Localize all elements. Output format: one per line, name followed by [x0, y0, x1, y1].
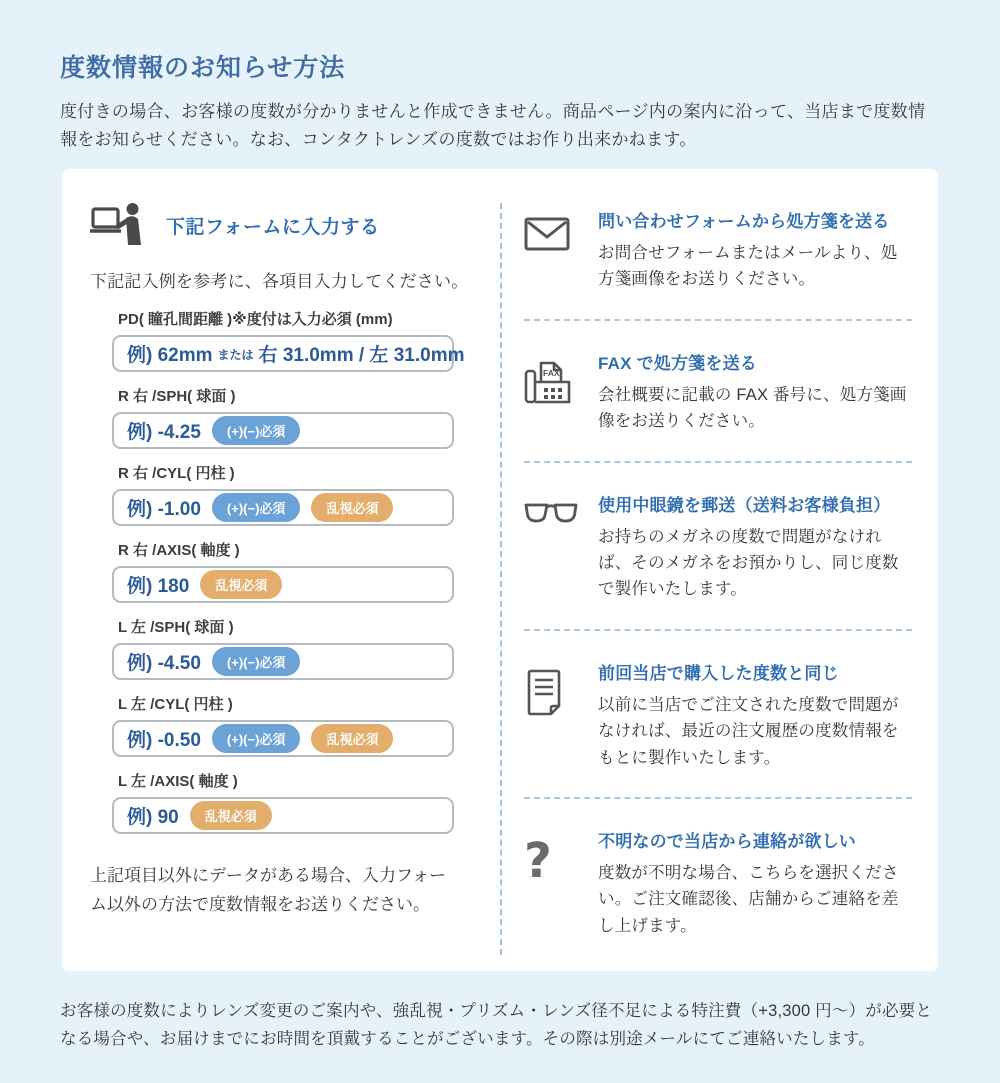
form-field-r-axis: [112, 539, 454, 603]
example-or-text: または: [217, 348, 254, 363]
method-body: 以前に当店でご注文された度数で問題がなければ、最近の注文履歴の度数情報をもとに製作いたします。: [598, 695, 899, 767]
form-field-r-cyl: [112, 462, 454, 526]
question-glyph: ?: [524, 832, 552, 889]
astigmatism-required-badge: 乱視必須: [311, 724, 393, 753]
method-previous-order: [524, 631, 912, 799]
field-label: L 左 /AXIS( 軸度 ): [118, 773, 238, 791]
form-field-l-sph: [112, 616, 454, 680]
question-icon: [524, 827, 588, 939]
intro-text: 度付きの場合、お客様の度数が分かりませんと作成できません。商品ページ内の案内に沿って、当店まで度数情報をお知らせください。なお、コンタクトレンズの度数ではお作り出来かねます。: [60, 102, 926, 149]
method-text: [588, 659, 912, 771]
example-value: 例) -4.25: [127, 422, 201, 444]
svg-text:FAX: FAX: [543, 367, 560, 378]
fax-icon: [524, 349, 588, 435]
plus-minus-required-badge: (+)(−)必須: [212, 647, 301, 676]
method-title: 問い合わせフォームから処方箋を送る: [598, 212, 890, 232]
form-field-l-cyl: [112, 693, 454, 757]
field-label: L 左 /SPH( 球面 ): [118, 619, 234, 637]
method-text: [588, 207, 912, 293]
astigmatism-required-badge: 乱視必須: [311, 493, 393, 522]
presenter-laptop-icon: [90, 201, 146, 249]
field-label: R 右 /AXIS( 軸度 ): [118, 542, 240, 560]
form-example-fields: [112, 308, 465, 834]
page-title: 度数情報のお知らせ方法: [60, 54, 346, 82]
plus-minus-required-badge: (+)(−)必須: [212, 724, 301, 753]
envelope-icon: [524, 207, 588, 293]
astigmatism-required-badge: 乱視必須: [200, 570, 282, 599]
example-input-box: [112, 643, 454, 680]
form-note: 上記項目以外にデータがある場合、入力フォーム以外の方法で度数情報をお送りください。: [90, 866, 447, 914]
method-text: [588, 491, 912, 603]
example-input-box: [112, 412, 454, 449]
example-input-box: [112, 720, 454, 757]
plus-minus-required-badge: (+)(−)必須: [212, 416, 301, 445]
form-section-header: [90, 201, 500, 249]
methods-section: [502, 169, 938, 971]
method-title: FAX で処方箋を送る: [598, 353, 757, 373]
form-field-l-axis: [112, 770, 454, 834]
field-label: R 右 /CYL( 円柱 ): [118, 465, 235, 483]
form-section-heading: 下記フォームに入力する: [166, 216, 380, 238]
method-body: 度数が不明な場合、こちらを選択ください。ご注文確認後、店舗からご連絡を差し上げます。: [598, 863, 899, 935]
form-section: [62, 169, 500, 971]
example-input-box: [112, 335, 465, 372]
astigmatism-required-badge: 乱視必須: [190, 801, 272, 830]
method-fax: [524, 321, 912, 463]
example-value: 例) -4.50: [127, 653, 201, 675]
document-icon: [524, 659, 588, 771]
method-mail-glasses: [524, 463, 912, 631]
glasses-icon: [524, 491, 588, 603]
form-field-pd: [112, 308, 465, 372]
method-unknown-contact: [524, 799, 912, 965]
method-body: 会社概要に記載の FAX 番号に、処方箋画像をお送りください。: [598, 385, 907, 431]
content-card: [62, 169, 938, 971]
field-label: PD( 瞳孔間距離 )※度付は入力必須 (mm): [118, 311, 393, 329]
example-value: 例) -0.50: [127, 730, 201, 752]
method-title: 前回当店で購入した度数と同じ: [598, 663, 839, 683]
form-field-r-sph: [112, 385, 454, 449]
method-title: 使用中眼鏡を郵送（送料お客様負担）: [598, 495, 891, 515]
example-input-box: [112, 566, 454, 603]
footer-note: お客様の度数によりレンズ変更のご案内や、強乱視・プリズム・レンズ径不足による特注費（+3,300 円～）が必要となる場合や、お届けまでにお時間を頂戴することがございます。その際は別途メールにてご連絡いたします。: [60, 1002, 933, 1049]
example-input-box: [112, 797, 454, 834]
example-input-box: [112, 489, 454, 526]
method-title: 不明なので当店から連絡が欲しい: [598, 831, 856, 851]
method-body: お問合せフォームまたはメールより、処方箋画像をお送りください。: [598, 244, 898, 289]
example-value: 例) 62mm: [127, 345, 213, 367]
example-value: 例) 180: [127, 576, 190, 598]
example-value: 例) -1.00: [127, 499, 201, 521]
method-text: [588, 827, 912, 939]
field-label: R 右 /SPH( 球面 ): [118, 388, 236, 406]
method-text: [588, 349, 912, 435]
field-label: L 左 /CYL( 円柱 ): [118, 696, 233, 714]
method-contact-form: [524, 207, 912, 321]
example-value: 右 31.0mm / 左 31.0mm: [258, 345, 465, 367]
example-value: 例) 90: [127, 807, 179, 829]
method-body: お持ちのメガネの度数で問題がなければ、そのメガネをお預かりし、同じ度数で製作いたします。: [598, 527, 899, 599]
plus-minus-required-badge: (+)(−)必須: [212, 493, 301, 522]
form-instruction: 下記記入例を参考に、各項目入力してください。: [90, 272, 469, 292]
